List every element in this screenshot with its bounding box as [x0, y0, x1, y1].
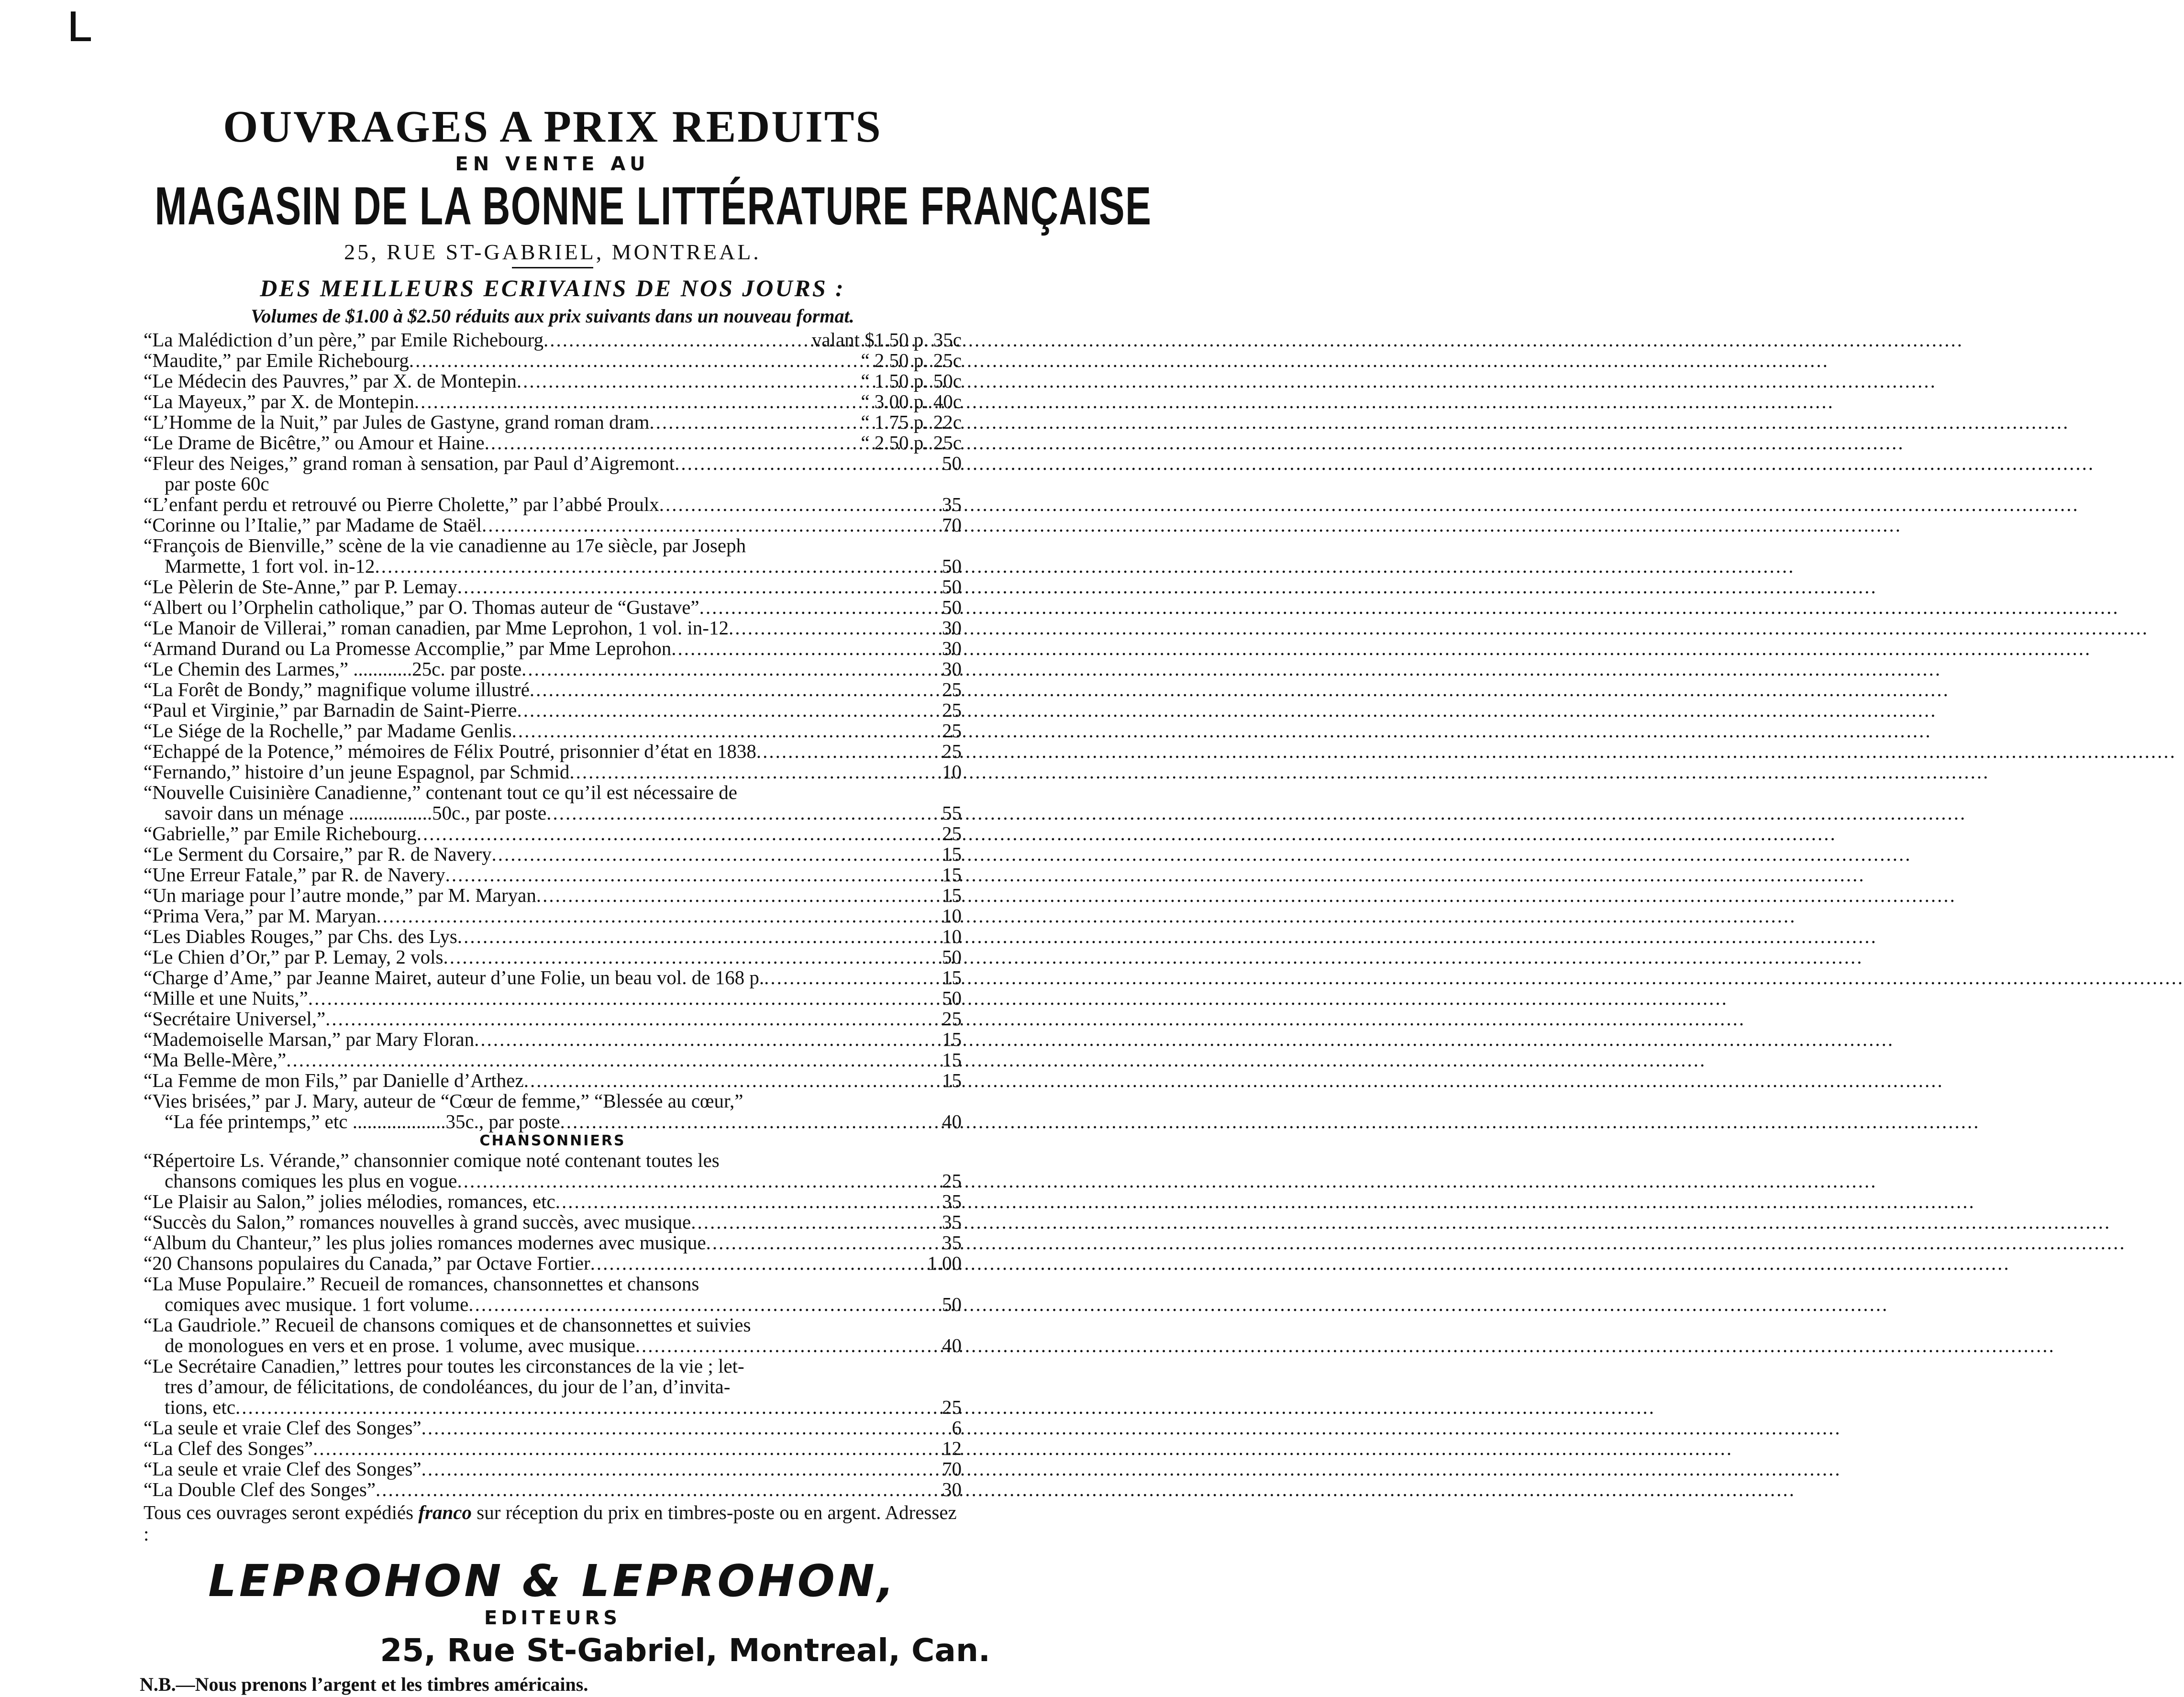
item-title: “Fernando,” histoire d’un jeune Espagnol, par Schmid: [144, 761, 570, 783]
item-price: 50: [942, 946, 962, 968]
item-price: 10: [942, 925, 962, 947]
item-title: “L’enfant perdu et retrouvé ou Pierre Cholette,” par l’abbé Proulx: [144, 493, 659, 515]
list-item: [144, 453, 962, 474]
item-title: “Maudite,” par Emile Richebourg: [144, 349, 409, 371]
list-item: [144, 1009, 962, 1029]
leader-dots: [286, 1050, 911, 1070]
list-item: [144, 906, 962, 926]
list-item: [144, 412, 962, 433]
item-price: “ 1.75 p. 22c: [861, 411, 962, 433]
item-title: “Un mariage pour l’autre monde,” par M. Maryan: [144, 884, 536, 906]
list-item: [144, 433, 962, 453]
leader-dots: [512, 721, 911, 741]
list-item: [144, 1029, 962, 1050]
leader-dots: [764, 967, 911, 988]
leader-dots: [474, 1029, 911, 1050]
leader-dots: [555, 1191, 911, 1212]
section-heading-authors: DES MEILLEURS ECRIVAINS DE NOS JOURS :: [260, 275, 845, 301]
store-name: MAGASIN DE LA BONNE LITTÉRATURE FRANÇAISE: [155, 176, 1152, 236]
leader-dots: [536, 885, 911, 906]
item-title: “La Double Clef des Songes”: [144, 1478, 376, 1500]
item-title: “Le Serment du Corsaire,” par R. de Navery: [144, 843, 492, 865]
nb-note: N.B.—Nous prenons l’argent et les timbres américains.: [140, 1674, 588, 1695]
item-price: 35: [942, 1231, 962, 1253]
item-title: tions, etc: [165, 1396, 236, 1418]
item-title: “La Malédiction d’un père,” par Emile Richebourg: [144, 329, 544, 351]
list-item: [144, 1397, 962, 1418]
list-item: [144, 1274, 962, 1294]
item-price: 15: [942, 864, 962, 886]
item-title: “Echappé de la Potence,” mémoires de Félix Poutré, prisonnier d’état en 1838: [144, 740, 756, 762]
leader-dots: [590, 1253, 911, 1274]
leader-dots: [729, 618, 911, 638]
item-price: 50: [942, 576, 962, 598]
list-item: [144, 1212, 962, 1232]
list-item: [144, 535, 962, 556]
shipping-note-text-b: sur réception du prix en timbres-poste ou en argent. Adressez :: [144, 1501, 957, 1545]
leader-dots: [377, 906, 911, 926]
list-item: [144, 1050, 962, 1070]
item-title: “Le Chemin des Larmes,” ............25c. par poste: [144, 658, 522, 680]
item-title: “Le Pèlerin de Ste-Anne,” par P. Lemay: [144, 576, 457, 598]
leader-dots: [543, 330, 809, 350]
item-price: “ 3.00 p. 40c: [861, 390, 962, 412]
list-item: [144, 391, 962, 412]
item-price: 50: [942, 596, 962, 618]
list-item: [144, 823, 962, 844]
item-title: “La Forêt de Bondy,” magnifique volume illustré: [144, 678, 530, 700]
item-title: “Les Diables Rouges,” par Chs. des Lys: [144, 925, 457, 947]
item-title: “Répertoire Ls. Vérande,” chansonnier comique noté contenant toutes les: [144, 1149, 720, 1171]
list-item: [144, 1253, 962, 1274]
item-title: chansons comiques les plus en vogue: [165, 1170, 457, 1192]
item-title: “L’Homme de la Nuit,” par Jules de Gastyne, grand roman dram: [144, 411, 650, 433]
item-price: 10: [942, 905, 962, 927]
item-price: 25: [942, 822, 962, 844]
leader-dots: [482, 515, 911, 535]
item-title: “Une Erreur Fatale,” par R. de Navery: [144, 864, 445, 886]
leader-dots: [569, 762, 911, 782]
item-price: 6: [952, 1417, 962, 1439]
shipping-note-franco: franco: [418, 1501, 472, 1523]
list-item: [144, 1232, 962, 1253]
item-title: “La Femme de mon Fils,” par Danielle d’Arthez: [144, 1069, 524, 1091]
item-title: “Le Chien d’Or,” par P. Lemay, 2 vols: [144, 946, 443, 968]
leader-dots: [649, 412, 858, 433]
item-title: “Album du Chanteur,” les plus jolies romances modernes avec musique: [144, 1231, 706, 1253]
item-title: “Prima Vera,” par M. Maryan: [144, 905, 377, 927]
item-price: 1.00: [927, 1252, 962, 1274]
item-title: savoir dans un ménage .................50c., par poste: [165, 802, 547, 824]
item-price: 40: [942, 1334, 962, 1356]
item-title: “Le Drame de Bicêtre,” ou Amour et Haine: [144, 432, 485, 454]
list-item: [144, 885, 962, 906]
item-price: 25: [942, 678, 962, 700]
leader-dots: [457, 577, 911, 597]
list-item: [144, 988, 962, 1009]
list-item: [144, 1191, 962, 1212]
leader-dots: [546, 803, 911, 823]
item-price: 25: [942, 1170, 962, 1192]
list-item: [144, 679, 962, 700]
item-title: “Vies brisées,” par J. Mary, auteur de “Cœur de femme,” “Blessée au cœur,”: [144, 1090, 743, 1112]
item-price: 50: [942, 1293, 962, 1315]
list-item: [144, 1356, 962, 1376]
item-title: par poste 60c: [165, 473, 269, 495]
leader-dots: [445, 865, 911, 885]
item-title: “La Mayeux,” par X. de Montepin: [144, 390, 414, 412]
item-title: “La Clef des Songes”: [144, 1437, 313, 1459]
item-title: “Albert ou l’Orphelin catholique,” par O. Thomas auteur de “Gustave”: [144, 596, 699, 618]
list-item: [144, 577, 962, 597]
list-item: [144, 1459, 962, 1479]
item-price: “ 2.50 p. 25c: [861, 349, 962, 371]
item-title: “Nouvelle Cuisinière Canadienne,” contenant tout ce qu’il est nécessaire de: [144, 781, 737, 803]
item-price: 15: [942, 1028, 962, 1050]
item-title: “Le Secrétaire Canadien,” lettres pour toutes les circonstances de la vie ; let-: [144, 1355, 744, 1377]
item-price: 50: [942, 987, 962, 1009]
item-price: 15: [942, 884, 962, 906]
list-item: [144, 1335, 962, 1356]
item-title: “Mademoiselle Marsan,” par Mary Floran: [144, 1028, 475, 1050]
leader-dots: [421, 1418, 911, 1438]
list-item: [144, 1418, 962, 1438]
list-item: [144, 803, 962, 823]
corner-mark: [71, 11, 91, 41]
item-title: “Succès du Salon,” romances nouvelles à grand succès, avec musique: [144, 1211, 691, 1233]
list-item: [144, 1091, 962, 1111]
leader-dots: [485, 433, 858, 453]
list-item: [144, 556, 962, 577]
list-item: [144, 474, 962, 494]
list-item: [144, 1171, 962, 1191]
item-price: 10: [942, 761, 962, 783]
leader-dots: [417, 823, 911, 844]
leader-dots: [756, 741, 911, 762]
item-title: “Fleur des Neiges,” grand roman à sensation, par Paul d’Aigremont: [144, 452, 675, 474]
divider: [512, 267, 593, 268]
list-item: [144, 762, 962, 782]
item-title: “La seule et vraie Clef des Songes”: [144, 1417, 421, 1439]
leader-dots: [443, 947, 911, 967]
leader-dots: [491, 844, 911, 865]
item-title: “Corinne ou l’Italie,” par Madame de Staël: [144, 514, 482, 536]
leader-dots: [560, 1111, 911, 1132]
subtitle: EN VENTE AU: [455, 153, 650, 175]
item-title: “20 Chansons populaires du Canada,” par Octave Fortier: [144, 1252, 590, 1274]
leader-dots: [517, 371, 858, 391]
item-price: 25: [942, 1396, 962, 1418]
leader-dots: [671, 638, 911, 659]
list-item: [144, 1315, 962, 1335]
list-item: [144, 782, 962, 803]
item-price: 25: [942, 720, 962, 742]
list-item: [144, 926, 962, 947]
item-price: 15: [942, 1069, 962, 1091]
item-title: “Gabrielle,” par Emile Richebourg: [144, 822, 417, 844]
item-title: “Paul et Virginie,” par Barnadin de Saint-Pierre: [144, 699, 517, 721]
list-item: [144, 947, 962, 967]
list-item: [144, 844, 962, 865]
item-title: “La fée printemps,” etc ...................35c., par poste: [165, 1110, 560, 1132]
list-item: [144, 1070, 962, 1091]
item-price: 55: [942, 802, 962, 824]
list-item: [144, 1150, 962, 1171]
leader-dots: [457, 1171, 911, 1191]
item-title: “François de Bienville,” scène de la vie canadienne au 17e siècle, par Joseph: [144, 534, 746, 556]
list-item: [144, 618, 962, 638]
leader-dots: [524, 1070, 911, 1091]
item-price: 35: [942, 1211, 962, 1233]
list-item: [144, 371, 962, 391]
item-price: “ 2.50 p. 25c: [861, 432, 962, 454]
item-price: valant $1.50 p. 35c: [811, 329, 962, 351]
leader-dots: [699, 597, 911, 618]
section-heading-chansonniers: CHANSONNIERS: [479, 1132, 626, 1149]
leader-dots: [517, 700, 911, 721]
list-item: [144, 1438, 962, 1459]
item-title: “Le Manoir de Villerai,” roman canadien, par Mme Leprohon, 1 vol. in-12: [144, 617, 729, 639]
leader-dots: [635, 1335, 911, 1356]
item-price: 30: [942, 617, 962, 639]
item-price: 12: [942, 1437, 962, 1459]
item-title: comiques avec musique. 1 fort volume: [165, 1293, 469, 1315]
item-price: 30: [942, 637, 962, 659]
leader-dots: [468, 1294, 911, 1315]
leader-dots: [691, 1212, 911, 1232]
shipping-note-text-a: Tous ces ouvrages seront expédiés: [144, 1501, 419, 1523]
item-price: 50: [942, 555, 962, 577]
leader-dots: [675, 453, 911, 474]
list-item: [144, 659, 962, 679]
item-title: “La Muse Populaire.” Recueil de romances, chansonnettes et chansons: [144, 1273, 699, 1295]
publisher-name: LEPROHON & LEPROHON,: [208, 1555, 897, 1607]
leader-dots: [414, 391, 858, 412]
item-title: “Secrétaire Universel,”: [144, 1008, 326, 1030]
books-list: [144, 330, 962, 1132]
advertisement-page: [140, 100, 1152, 1697]
item-price: 15: [942, 1049, 962, 1071]
list-item: [144, 1376, 962, 1397]
item-price: 70: [942, 1458, 962, 1480]
list-item: [144, 865, 962, 885]
item-title: “Le Plaisir au Salon,” jolies mélodies, romances, etc: [144, 1190, 555, 1212]
item-title: “Armand Durand ou La Promesse Accomplie,” par Mme Leprohon: [144, 637, 672, 659]
leader-dots: [421, 1459, 911, 1479]
publisher-address: 25, Rue St-Gabriel, Montreal, Can.: [380, 1632, 990, 1669]
item-title: “Le Siége de la Rochelle,” par Madame Genlis: [144, 720, 512, 742]
item-price: 25: [942, 1008, 962, 1030]
item-title: “Ma Belle-Mère,”: [144, 1049, 287, 1071]
list-item: [144, 350, 962, 371]
list-item: [144, 515, 962, 535]
chansonniers-list: [144, 1150, 962, 1500]
item-title: tres d’amour, de félicitations, de condoléances, du jour de l’an, d’invita-: [165, 1375, 731, 1398]
item-title: “Charge d’Ame,” par Jeanne Mairet, auteur d’une Folie, un beau vol. de 168 p.: [144, 966, 765, 988]
item-title: “La Gaudriole.” Recueil de chansons comiques et de chansonnettes et suivies: [144, 1314, 751, 1336]
list-item: [144, 967, 962, 988]
item-price: 25: [942, 740, 962, 762]
list-item: [144, 330, 962, 350]
item-price: 25: [942, 699, 962, 721]
list-item: [144, 1294, 962, 1315]
item-title: Marmette, 1 fort vol. in-12: [165, 555, 375, 577]
item-price: 40: [942, 1110, 962, 1132]
item-title: “Mille et une Nuits,”: [144, 987, 308, 1009]
leader-dots: [376, 1479, 911, 1500]
item-price: 35: [942, 1190, 962, 1212]
leader-dots: [308, 988, 911, 1009]
item-price: 50: [942, 452, 962, 474]
leader-dots: [313, 1438, 911, 1459]
leader-dots: [659, 494, 911, 515]
list-item: [144, 1479, 962, 1500]
leader-dots: [375, 556, 911, 577]
list-item: [144, 741, 962, 762]
item-price: 15: [942, 966, 962, 988]
item-price: 30: [942, 658, 962, 680]
leader-dots: [521, 659, 911, 679]
item-title: de monologues en vers et en prose. 1 volume, avec musique: [165, 1334, 635, 1356]
leader-dots: [235, 1397, 911, 1418]
item-title: “Le Médecin des Pauvres,” par X. de Montepin: [144, 370, 517, 392]
leader-dots: [457, 926, 911, 947]
page-title: OUVRAGES A PRIX REDUITS: [223, 102, 882, 152]
leader-dots: [530, 679, 911, 700]
list-item: [144, 1111, 962, 1132]
list-item: [144, 721, 962, 741]
item-price: 35: [942, 493, 962, 515]
leader-dots: [325, 1009, 911, 1029]
leader-dots: [409, 350, 858, 371]
publisher-role: EDITEURS: [484, 1607, 621, 1629]
list-item: [144, 700, 962, 721]
item-price: 15: [942, 843, 962, 865]
item-price: “ 1.50 p. 50c: [861, 370, 962, 392]
item-price: 30: [942, 1478, 962, 1500]
item-price: 70: [942, 514, 962, 536]
list-item: [144, 638, 962, 659]
item-title: “La seule et vraie Clef des Songes”: [144, 1458, 421, 1480]
shipping-note: [144, 1502, 962, 1545]
leader-dots: [706, 1232, 911, 1253]
store-address: 25, RUE ST-GABRIEL, MONTREAL.: [344, 240, 761, 264]
volumes-note: Volumes de $1.00 à $2.50 réduits aux prix suivants dans un nouveau format.: [251, 305, 854, 327]
list-item: [144, 597, 962, 618]
list-item: [144, 494, 962, 515]
